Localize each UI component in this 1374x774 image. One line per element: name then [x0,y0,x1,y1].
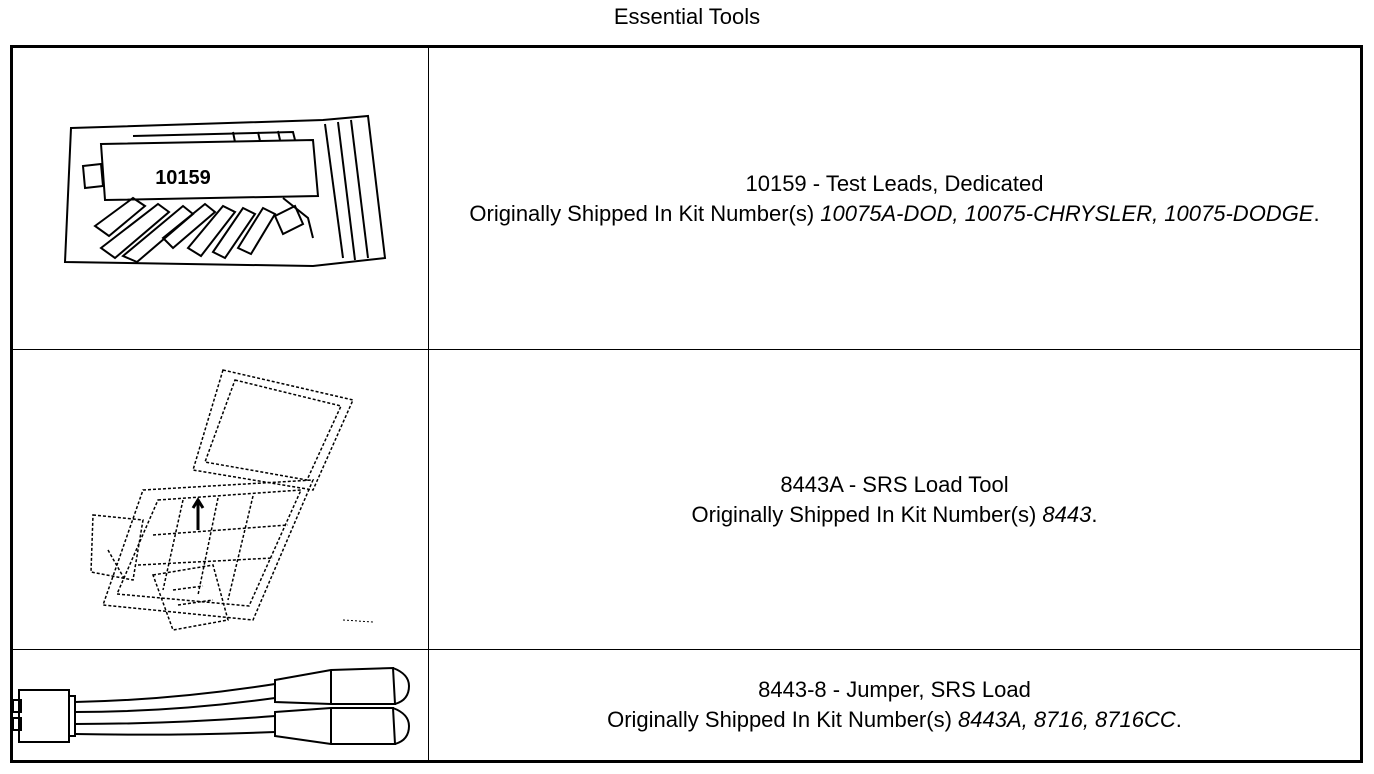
tool-kit-line [469,199,1319,229]
kit-prefix: Originally Shipped In Kit Number(s) [691,501,1043,527]
table-row [13,48,1360,350]
tool-image-test-leads [13,48,429,349]
essential-tools-table [10,45,1363,763]
kit-numbers: 10075A-DOD, 10075-CHRYSLER, 10075-DODGE [820,200,1314,226]
kit-suffix: . [1091,501,1098,527]
tool-kit-line [692,500,1098,530]
kit-suffix: . [1175,707,1182,732]
tool-description [429,350,1360,649]
jumper-illustration [13,650,429,760]
kit-prefix: Originally Shipped In Kit Number(s) [469,200,821,226]
tool-name: 8443-8 - Jumper, SRS Load [758,677,1031,702]
kit-numbers: 8443 [1042,501,1092,527]
page-title: Essential Tools [613,4,761,29]
test-leads-illustration [13,48,429,349]
kit-suffix: . [1313,200,1320,226]
tool-number-label: 10159 [155,167,211,189]
tool-description [429,650,1360,760]
tool-description [429,48,1360,349]
table-row [13,650,1360,760]
kit-numbers: 8443A, 8716, 8716CC [958,707,1176,732]
tool-kit-line [607,705,1182,735]
tool-image-srs-load-tool [13,350,429,649]
srs-load-tool-illustration [13,350,429,649]
tool-name: 10159 - Test Leads, Dedicated [745,170,1044,196]
tool-image-jumper [13,650,429,760]
tool-name: 8443A - SRS Load Tool [780,471,1009,497]
table-row [13,350,1360,650]
kit-prefix: Originally Shipped In Kit Number(s) [607,707,959,732]
